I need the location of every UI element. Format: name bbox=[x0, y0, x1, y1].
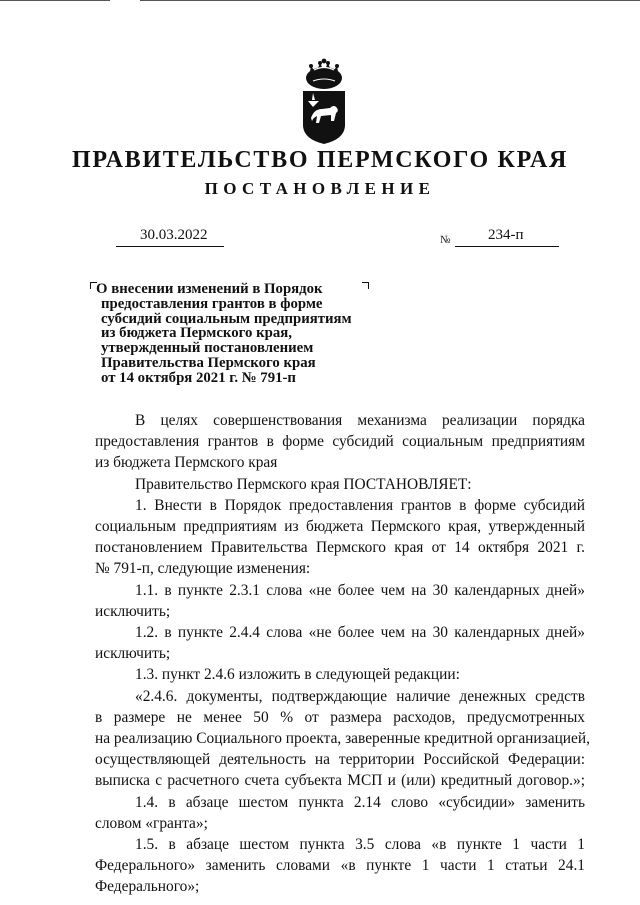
body-line: осуществляющей деятельность на территории Российской Федерации: bbox=[95, 751, 585, 769]
subject-line: от 14 октября 2021 г. № 791-п bbox=[101, 369, 296, 386]
body-line: № 791-п, следующие изменения: bbox=[95, 560, 311, 578]
body-line: Федерального»; bbox=[95, 878, 200, 896]
document-body bbox=[95, 410, 590, 898]
body-line: постановлением Правительства Пермского края от 14 октября 2021 г. bbox=[95, 539, 585, 557]
top-rule-left bbox=[0, 0, 110, 1]
body-line: 1.3. пункт 2.4.6 изложить в следующей редакции: bbox=[135, 666, 460, 684]
document-subject bbox=[96, 282, 386, 386]
coat-of-arms-icon bbox=[301, 57, 347, 145]
subject-line: Правительства Пермского края bbox=[101, 354, 316, 371]
body-line: социальным предприятиям из бюджета Пермского края, утвержденный bbox=[95, 518, 585, 536]
government-name: ПРАВИТЕЛЬСТВО ПЕРМСКОГО КРАЯ bbox=[71, 147, 569, 173]
body-line: исключить; bbox=[95, 645, 171, 663]
body-line: 1.2. в пункте 2.4.4 слова «не более чем на 30 календарных дней» bbox=[135, 624, 585, 642]
subject-line: из бюджета Пермского края, bbox=[101, 325, 292, 342]
body-line: из бюджета Пермского края bbox=[95, 454, 278, 472]
body-line: 1. Внести в Порядок предоставления грантов в форме субсидий bbox=[135, 496, 585, 514]
body-line: на реализацию Социального проекта, заверенные кредитной организацией, bbox=[95, 730, 590, 748]
date-underline bbox=[116, 246, 224, 247]
body-line: выписка с расчетного счета субъекта МСП и (или) кредитный договор.»; bbox=[95, 772, 585, 790]
body-line: 1.1. в пункте 2.3.1 слова «не более чем на 30 календарных дней» bbox=[135, 581, 585, 599]
body-line: словом «гранта»; bbox=[95, 814, 208, 832]
body-line: исключить; bbox=[95, 602, 171, 620]
body-line: «2.4.6. документы, подтверждающие наличие денежных средств bbox=[135, 687, 585, 705]
body-line: Правительство Пермского края ПОСТАНОВЛЯЕТ: bbox=[135, 475, 472, 493]
body-line: В целях совершенствования механизма реализации порядка bbox=[135, 412, 585, 429]
number-underline bbox=[455, 246, 559, 247]
top-rule-right bbox=[140, 0, 640, 1]
number-label: № bbox=[440, 234, 451, 246]
subject-line: субсидий социальным предприятиям bbox=[101, 310, 352, 327]
body-line: предоставления грантов в форме субсидий социальным предприятиям bbox=[95, 433, 585, 451]
subject-line: утвержденный постановлением bbox=[101, 340, 314, 357]
document-date: 30.03.2022 bbox=[140, 227, 208, 243]
body-line: Федерального» заменить словами «в пункте 1 части 1 статьи 24.1 bbox=[95, 857, 585, 875]
subject-line: предоставления грантов в форме bbox=[101, 295, 323, 312]
subject-line: О внесении изменений в Порядок bbox=[96, 281, 323, 297]
body-line: 1.4. в абзаце шестом пункта 2.14 слово «субсидии» заменить bbox=[135, 793, 585, 811]
body-line: в размере не менее 50 % от размера расходов, предусмотренных bbox=[95, 708, 585, 726]
document-number: 234-п bbox=[488, 227, 524, 243]
document-type: ПОСТАНОВЛЕНИЕ bbox=[204, 179, 436, 198]
body-line: 1.5. в абзаце шестом пункта 3.5 слова «в пункте 1 части 1 bbox=[135, 836, 585, 854]
